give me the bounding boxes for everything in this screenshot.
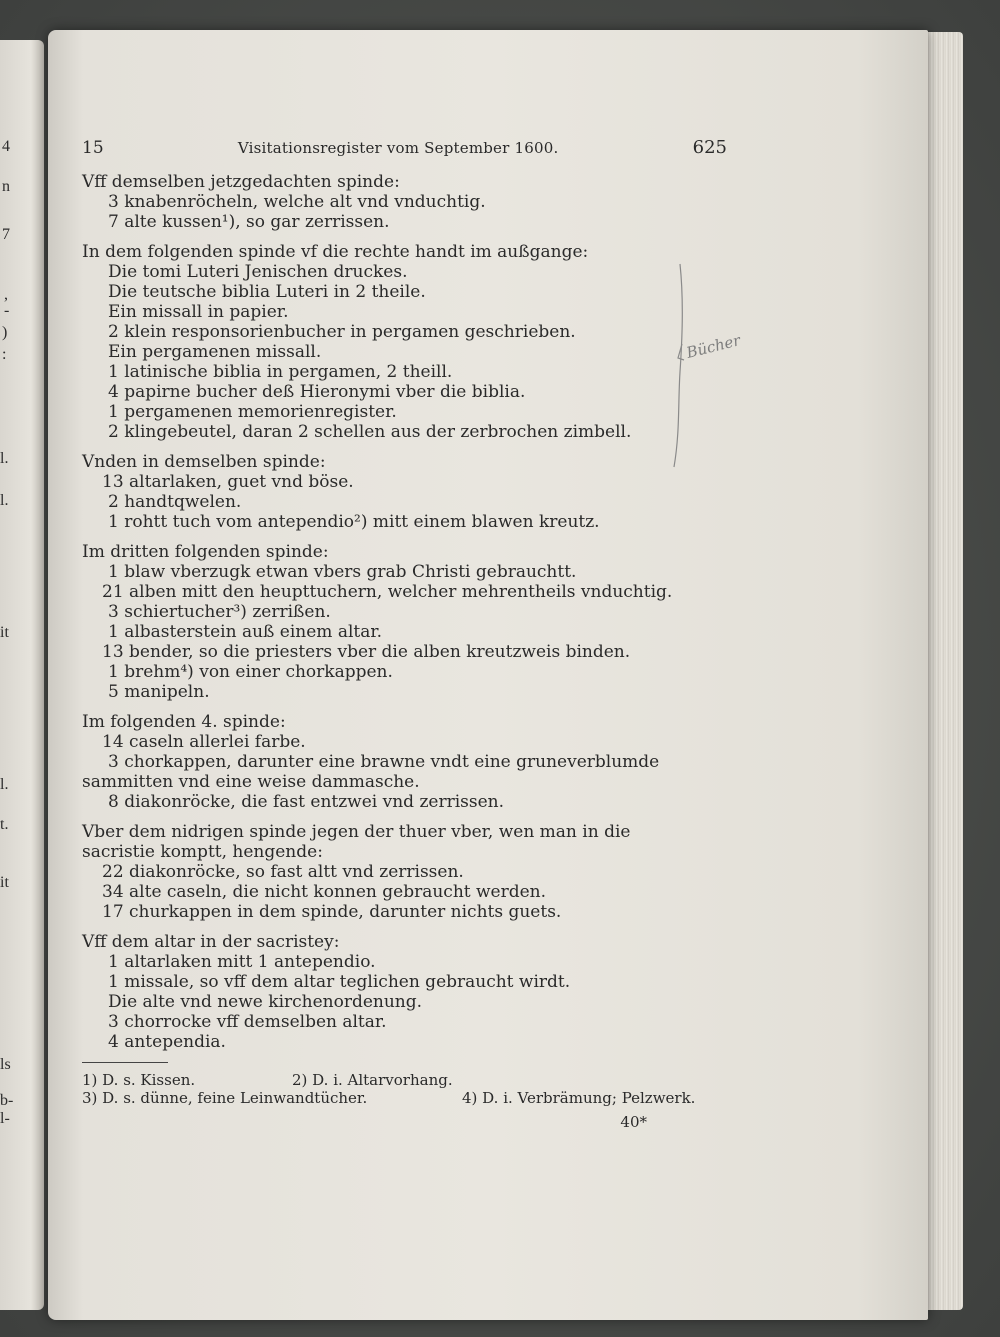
facing-page-fragment: l. bbox=[0, 492, 9, 509]
inventory-line: 1 brehm⁴) von einer chorkappen. bbox=[108, 662, 393, 682]
inventory-line: 1 altarlaken mitt 1 antependio. bbox=[108, 952, 376, 972]
inventory-line: 13 bender, so die priesters vber die alben kreutzweis binden. bbox=[102, 642, 631, 662]
facing-page-fragment: ls bbox=[0, 1056, 11, 1073]
facing-page-fragment: ) bbox=[2, 324, 8, 341]
page-number: 625 bbox=[692, 137, 727, 158]
section-heading: Vnden in demselben spinde: bbox=[82, 452, 326, 472]
inventory-line: 4 antependia. bbox=[108, 1032, 226, 1052]
inventory-line: 5 manipeln. bbox=[108, 682, 210, 702]
inventory-line: Die teutsche biblia Luteri in 2 theile. bbox=[108, 282, 426, 302]
inventory-line: 2 klingebeutel, daran 2 schellen aus der zerbrochen zimbell. bbox=[108, 422, 632, 442]
section-heading: Im folgenden 4. spinde: bbox=[82, 712, 286, 732]
inventory-line: 3 knabenröcheln, welche alt vnd vnduchtig. bbox=[108, 192, 486, 212]
page-content bbox=[82, 138, 727, 1131]
footnote: 2) D. i. Altarvorhang. bbox=[292, 1071, 453, 1089]
inventory-line: Die tomi Luteri Jenischen druckes. bbox=[108, 262, 408, 282]
facing-page-fragment: t. bbox=[0, 816, 9, 833]
section-heading: Vff demselben jetzgedachten spinde: bbox=[82, 172, 400, 192]
inventory-section bbox=[82, 822, 727, 922]
inventory-line: 1 rohtt tuch vom antependio²) mitt einem blawen kreutz. bbox=[108, 512, 600, 532]
inventory-section bbox=[82, 172, 727, 232]
inventory-section bbox=[82, 242, 727, 442]
inventory-section bbox=[82, 932, 727, 1052]
facing-page-fragment: l. bbox=[0, 450, 9, 467]
inventory-line: 3 schiertucher³) zerrißen. bbox=[108, 602, 331, 622]
inventory-line: 1 blaw vberzugk etwan vbers grab Christi gebrauchtt. bbox=[108, 562, 577, 582]
facing-page-fragment: it bbox=[0, 874, 9, 891]
footnote-row bbox=[82, 1071, 727, 1089]
inventory-line: 2 klein responsorienbucher in pergamen geschrieben. bbox=[108, 322, 576, 342]
facing-page-fragment: , bbox=[4, 286, 8, 303]
margin-note: Bücher bbox=[684, 331, 743, 362]
facing-page-fragment: : bbox=[2, 346, 7, 363]
inventory-line: 13 altarlaken, guet vnd böse. bbox=[102, 472, 354, 492]
facing-page-fragment: 4 bbox=[2, 138, 10, 155]
inventory-line: 22 diakonröcke, so fast altt vnd zerrissen. bbox=[102, 862, 464, 882]
inventory-line-continuation: sacristie komptt, hengende: bbox=[82, 842, 323, 862]
inventory-line: 3 chorkappen, darunter eine brawne vndt eine gruneverblumde bbox=[108, 752, 660, 772]
inventory-line: 2 handtqwelen. bbox=[108, 492, 242, 512]
inventory-line: 17 churkappen in dem spinde, darunter nichts guets. bbox=[102, 902, 562, 922]
inventory-section bbox=[82, 712, 727, 812]
running-title: Visitationsregister vom September 1600. bbox=[237, 139, 559, 157]
section-heading: Vber dem nidrigen spinde jegen der thuer vber, wen man in die bbox=[82, 822, 631, 842]
facing-page-fragment: - bbox=[4, 302, 10, 319]
inventory-section bbox=[82, 452, 727, 532]
inventory-line: 1 missale, so vff dem altar teglichen gebraucht wirdt. bbox=[108, 972, 571, 992]
section-number: 15 bbox=[82, 138, 104, 158]
footnotes bbox=[82, 1071, 727, 1131]
inventory-line: 14 caseln allerlei farbe. bbox=[102, 732, 306, 752]
facing-page-fragment: 7 bbox=[2, 226, 10, 243]
inventory-line: 1 albasterstein auß einem altar. bbox=[108, 622, 383, 642]
inventory-line-continuation: sammitten vnd eine weise dammasche. bbox=[82, 772, 420, 792]
inventory-line: 4 papirne bucher deß Hieronymi vber die biblia. bbox=[108, 382, 526, 402]
footnote-row bbox=[82, 1089, 727, 1107]
inventory-line: Die alte vnd newe kirchenordenung. bbox=[108, 992, 423, 1012]
inventory-line: 1 pergamenen memorienregister. bbox=[108, 402, 397, 422]
facing-page-fragment: it bbox=[0, 624, 9, 641]
facing-page-fragment: n bbox=[2, 178, 10, 195]
running-header bbox=[82, 138, 727, 158]
page-block-edge bbox=[925, 32, 963, 1310]
inventory-line: Ein missall in papier. bbox=[108, 302, 289, 322]
section-heading: In dem folgenden spinde vf die rechte handt im außgange: bbox=[82, 242, 589, 262]
section-heading: Im dritten folgenden spinde: bbox=[82, 542, 329, 562]
signature-mark: 40* bbox=[620, 1113, 647, 1131]
inventory-line: 34 alte caseln, die nicht konnen gebraucht werden. bbox=[102, 882, 547, 902]
footnote: 3) D. s. dünne, feine Leinwandtücher. bbox=[82, 1089, 368, 1107]
facing-page-fragment: l- bbox=[0, 1110, 10, 1127]
inventory-line: 8 diakonröcke, die fast entzwei vnd zerrissen. bbox=[108, 792, 505, 812]
inventory-line: 7 alte kussen¹), so gar zerrissen. bbox=[108, 212, 390, 232]
facing-page-fragment: b- bbox=[0, 1092, 14, 1109]
footnote-rule bbox=[82, 1062, 168, 1063]
pencil-margin-bracket bbox=[670, 262, 770, 472]
inventory-line: Ein pergamenen missall. bbox=[108, 342, 322, 362]
inventory-line: 3 chorrocke vff demselben altar. bbox=[108, 1012, 387, 1032]
inventory-line: 1 latinische biblia in pergamen, 2 theill. bbox=[108, 362, 453, 382]
inventory-line: 21 alben mitt den heupttuchern, welcher mehrentheils vnduchtig. bbox=[102, 582, 673, 602]
footnote: 4) D. i. Verbrämung; Pelzwerk. bbox=[462, 1089, 696, 1107]
section-heading: Vff dem altar in der sacristey: bbox=[82, 932, 340, 952]
inventory-section bbox=[82, 542, 727, 702]
footnote: 1) D. s. Kissen. bbox=[82, 1071, 196, 1089]
facing-page-fragment: l. bbox=[0, 776, 9, 793]
facing-page-edge bbox=[0, 40, 44, 1310]
